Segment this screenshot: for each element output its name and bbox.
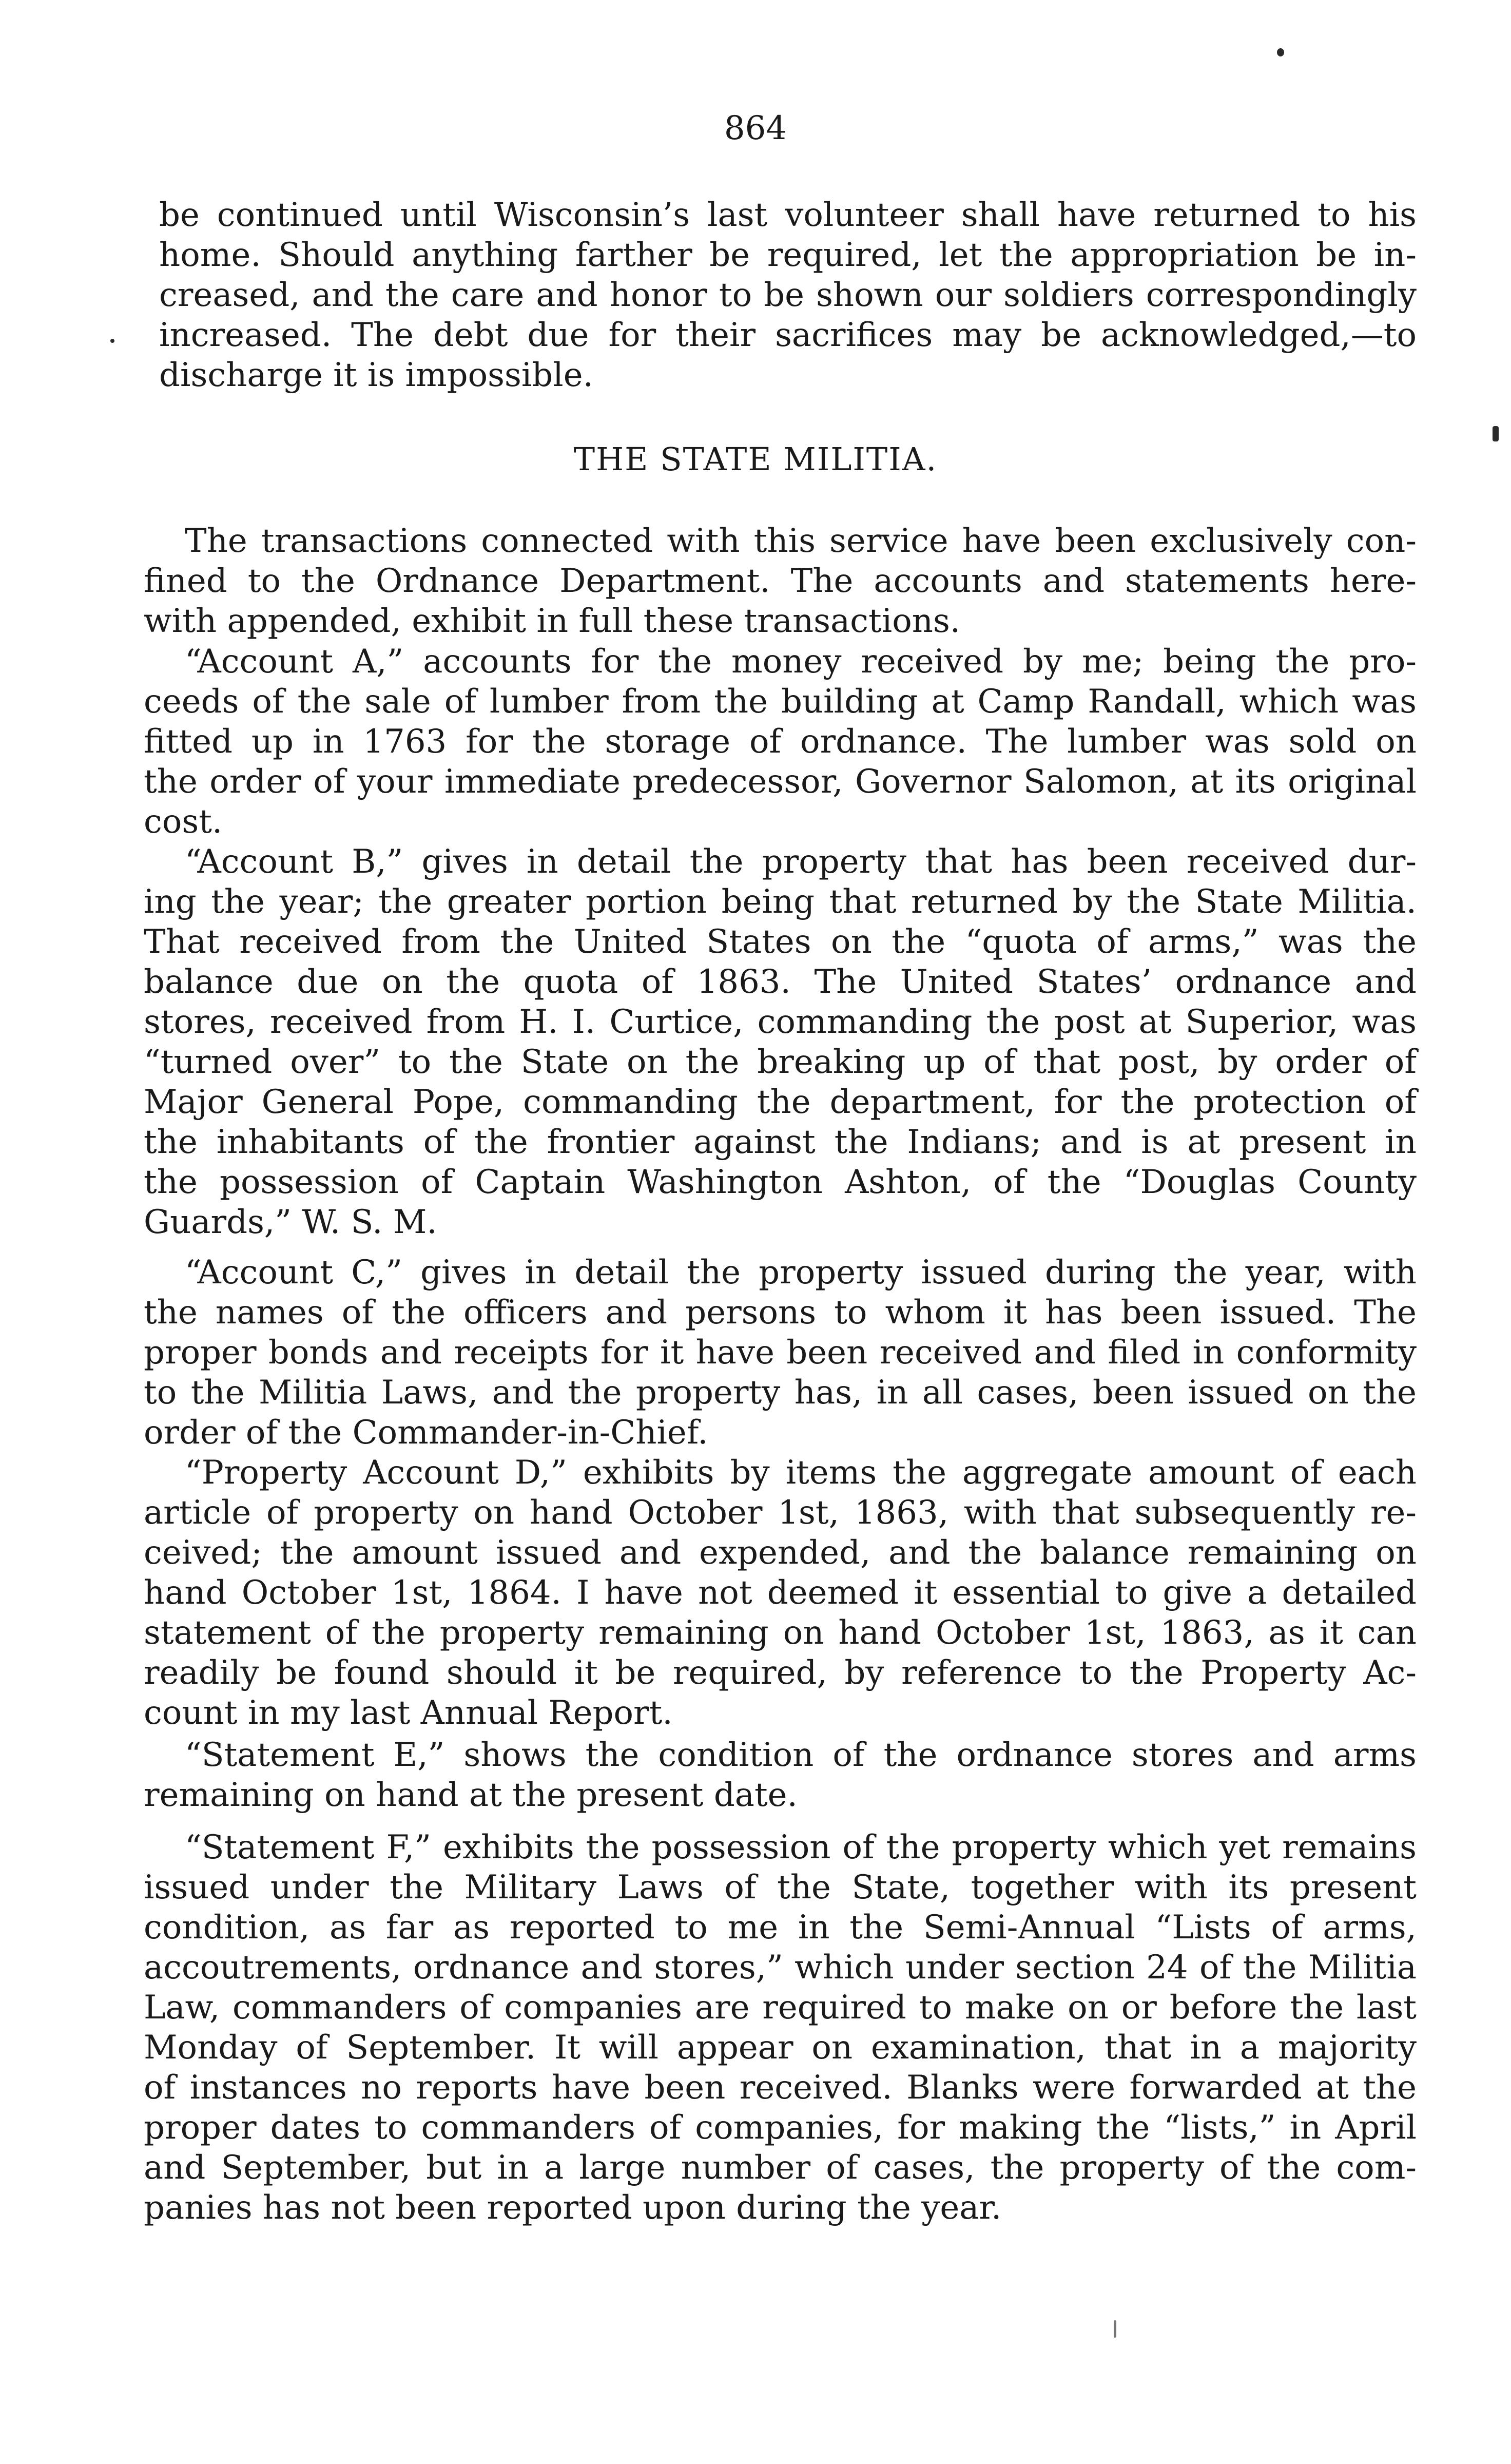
text-line: The transactions connected with this service have been exclusively con- (185, 522, 1417, 560)
paragraph-account-c (144, 1253, 1417, 1453)
scan-speck (1114, 2320, 1116, 2338)
text-line: Guards,” W. S. M. (144, 1203, 437, 1241)
text-line: cost. (144, 803, 223, 841)
text-line: proper dates to commanders of companies, for making the “lists,” in April (144, 2109, 1417, 2147)
text-line: balance due on the quota of 1863. The United States’ ordnance and (144, 963, 1417, 1001)
text-line: ing the year; the greater portion being that returned by the State Militia. (144, 883, 1417, 921)
text-line: Law, commanders of companies are required to make on or before the last (144, 1989, 1417, 2027)
scan-speck (1277, 48, 1284, 56)
text-line: and September, but in a large number of cases, the property of the com- (144, 2149, 1417, 2187)
text-line: readily be found should it be required, by reference to the Property Ac- (144, 1654, 1417, 1692)
text-line: discharge it is impossible. (159, 356, 593, 394)
text-line: “Account A,” accounts for the money received by me; being the pro- (185, 643, 1417, 681)
section-heading: THE STATE MILITIA. (573, 440, 938, 478)
text-line: “turned over” to the State on the breaking up of that post, by order of (144, 1043, 1417, 1081)
text-line: to the Militia Laws, and the property has, in all cases, been issued on the (144, 1374, 1417, 1412)
text-line: “Property Account D,” exhibits by items the aggregate amount of each (185, 1454, 1417, 1492)
text-line: “Account C,” gives in detail the property issued during the year, with (185, 1254, 1417, 1292)
paragraph-transactions (144, 521, 1417, 641)
text-line: panies has not been reported upon during the year. (144, 2189, 1002, 2227)
text-line: accoutrements, ordnance and stores,” which under section 24 of the Militia (144, 1949, 1417, 1987)
text-line: the possession of Captain Washington Ashton, of the “Douglas County (144, 1163, 1417, 1201)
text-line: count in my last Annual Report. (144, 1694, 673, 1732)
text-line: creased, and the care and honor to be shown our soldiers correspondingly (159, 276, 1417, 314)
text-line: be continued until Wisconsin’s last volunteer shall have returned to his (159, 196, 1417, 234)
text-line: That received from the United States on the “quota of arms,” was the (144, 923, 1417, 961)
text-line: article of property on hand October 1st, 1863, with that subsequently re- (144, 1494, 1417, 1532)
scan-speck (1493, 426, 1499, 441)
text-line: home. Should anything farther be required, let the appropriation be in- (159, 236, 1417, 274)
text-line: issued under the Military Laws of the State, together with its present (144, 1869, 1417, 1907)
page-number: 864 (724, 109, 787, 147)
text-line: fined to the Ordnance Department. The accounts and statements here- (144, 562, 1417, 600)
text-line: of instances no reports have been received. Blanks were forwarded at the (144, 2069, 1417, 2107)
text-line: hand October 1st, 1864. I have not deemed it essential to give a detailed (144, 1574, 1417, 1612)
text-line: Major General Pope, commanding the department, for the protection of (144, 1083, 1417, 1121)
paragraph-statement-f (144, 1827, 1417, 2228)
text-line: fitted up in 1763 for the storage of ordnance. The lumber was sold on (144, 723, 1417, 761)
text-line: “Statement F,” exhibits the possession of the property which yet remains (185, 1828, 1417, 1866)
intro-paragraph (159, 195, 1417, 395)
text-line: proper bonds and receipts for it have been received and filed in conformity (144, 1334, 1417, 1372)
paragraph-account-b (144, 842, 1417, 1242)
text-line: the inhabitants of the frontier against the Indians; and is at present in (144, 1123, 1417, 1161)
text-line: the names of the officers and persons to whom it has been issued. The (144, 1294, 1417, 1332)
text-line: increased. The debt due for their sacrifices may be acknowledged,—to (159, 316, 1417, 354)
text-line: ceeds of the sale of lumber from the building at Camp Randall, which was (144, 683, 1417, 721)
text-line: remaining on hand at the present date. (144, 1776, 798, 1814)
text-line: condition, as far as reported to me in the Semi-Annual “Lists of arms, (144, 1909, 1417, 1947)
text-line: Monday of September. It will appear on examination, that in a majority (144, 2029, 1417, 2067)
paragraph-property-account-d (144, 1453, 1417, 1733)
text-line: the order of your immediate predecessor, Governor Salomon, at its original (144, 763, 1417, 801)
paragraph-statement-e (144, 1735, 1417, 1815)
text-line: with appended, exhibit in full these transactions. (144, 602, 961, 640)
text-line: statement of the property remaining on hand October 1st, 1863, as it can (144, 1614, 1417, 1652)
text-line: order of the Commander-in-Chief. (144, 1414, 708, 1452)
scan-speck (110, 339, 114, 343)
text-line: ceived; the amount issued and expended, and the balance remaining on (144, 1534, 1417, 1572)
text-line: stores, received from H. I. Curtice, commanding the post at Superior, was (144, 1003, 1417, 1041)
paragraph-account-a (144, 642, 1417, 842)
text-line: “Statement E,” shows the condition of the ordnance stores and arms (185, 1736, 1417, 1774)
text-line: “Account B,” gives in detail the property that has been received dur- (185, 843, 1417, 881)
